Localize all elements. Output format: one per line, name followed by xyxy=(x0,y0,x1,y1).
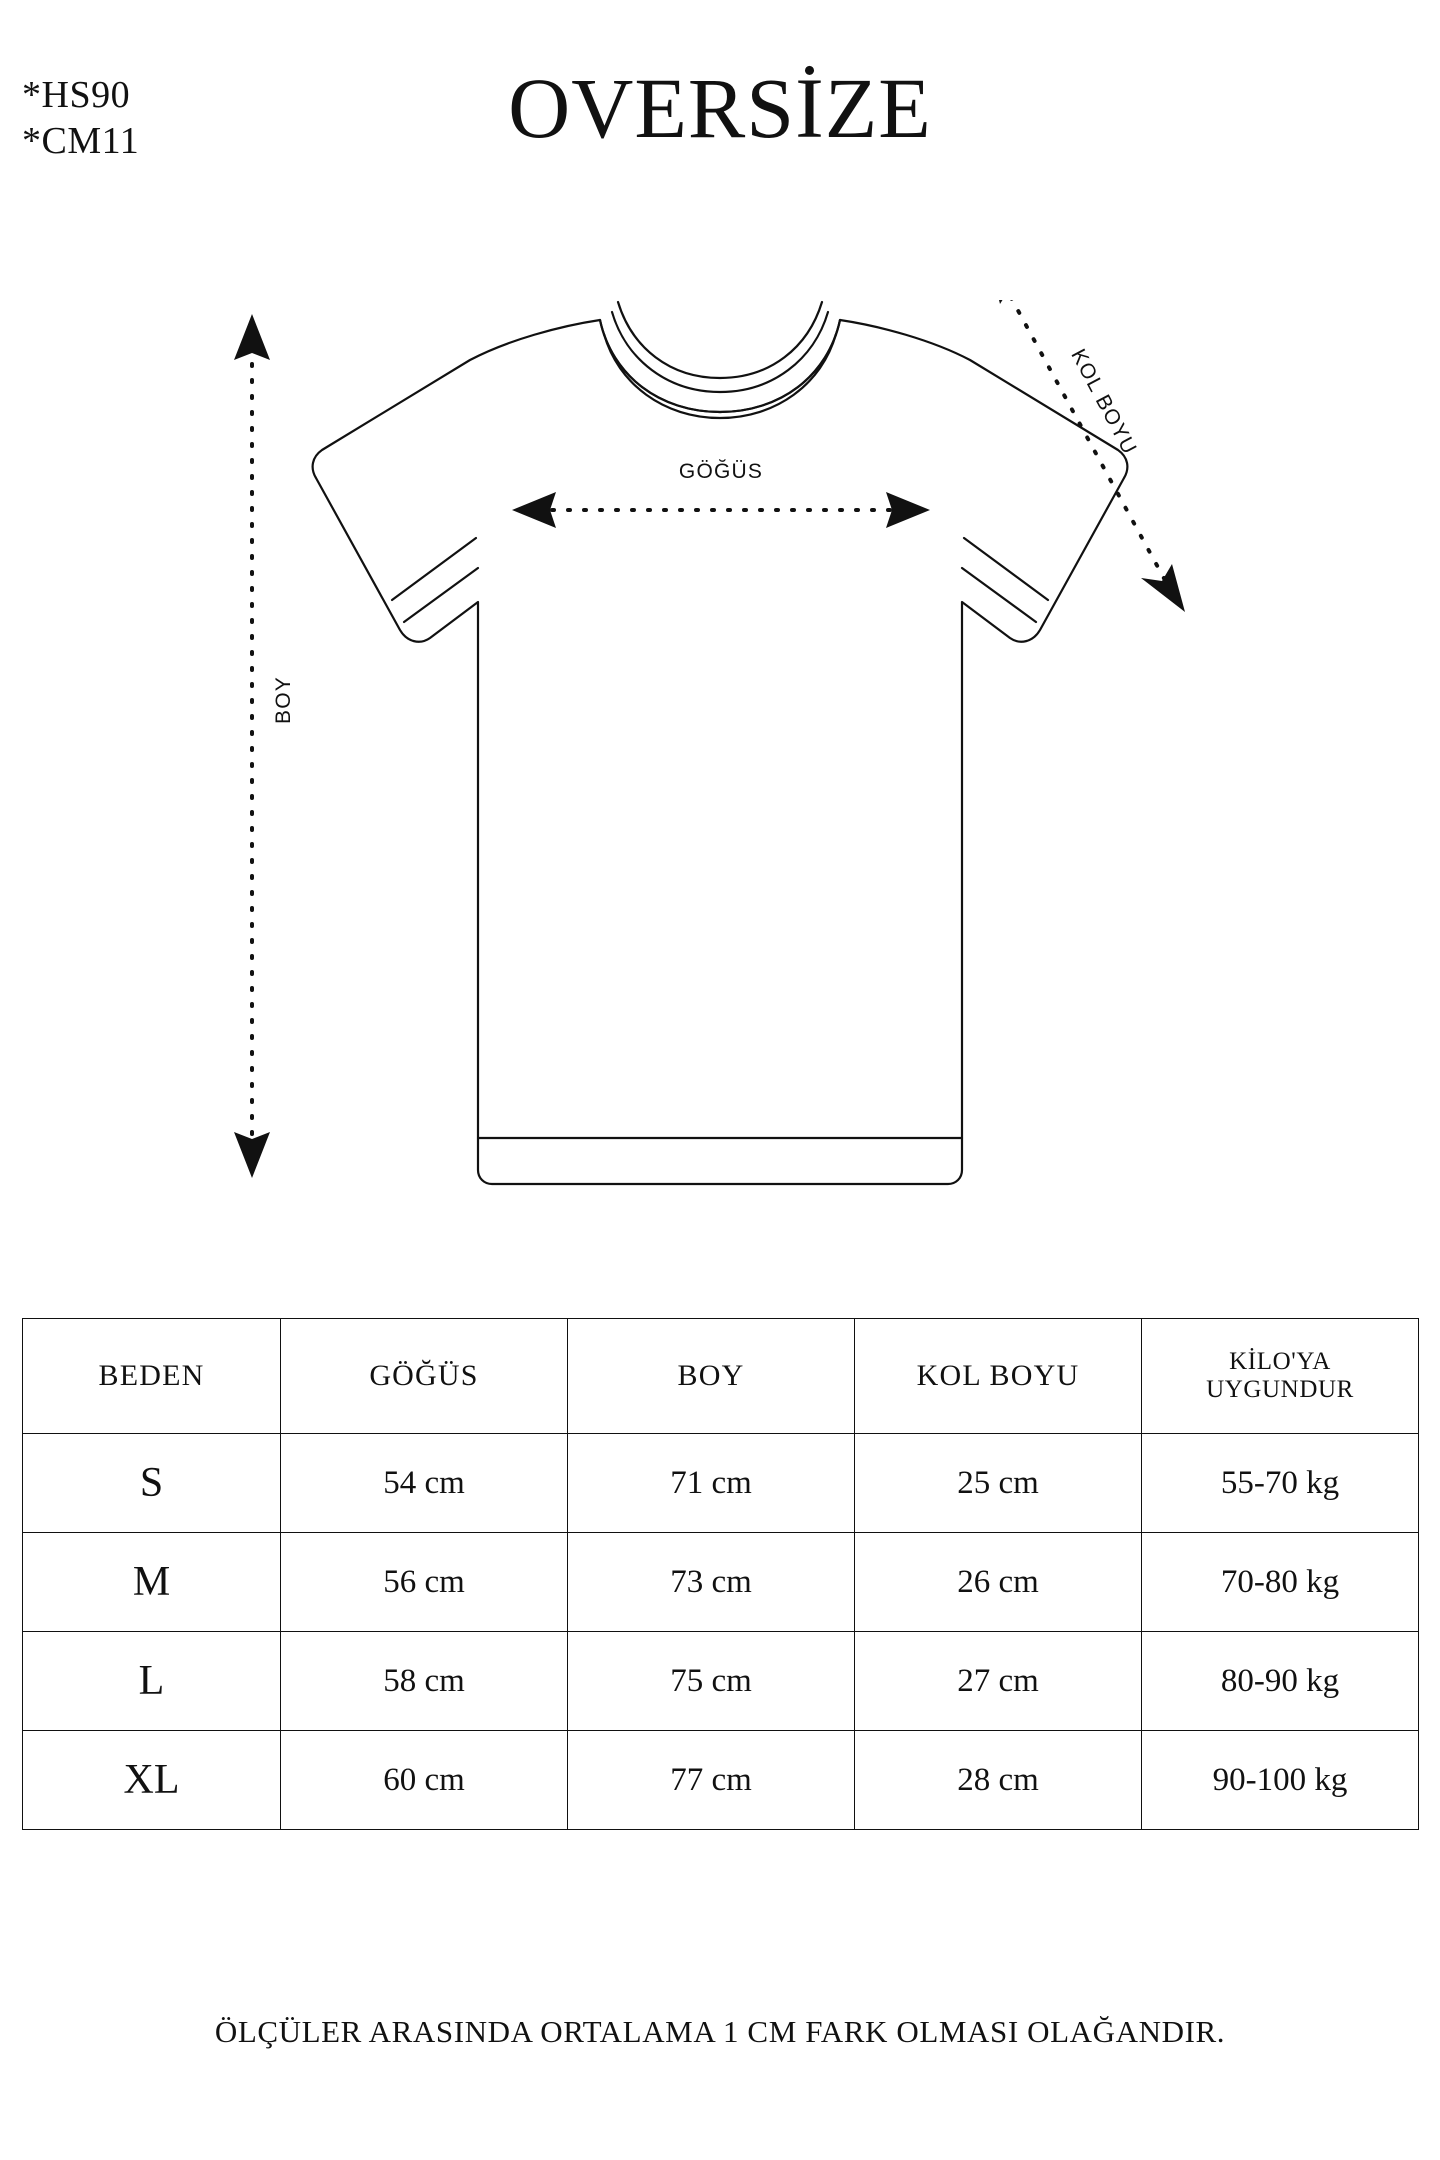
cell-beden: XL xyxy=(23,1731,281,1830)
table-row xyxy=(23,1632,1419,1731)
cell-kilo: 90-100 kg xyxy=(1142,1731,1419,1830)
page-title: OVERSİZE xyxy=(508,60,932,156)
length-label: BOY xyxy=(272,676,295,724)
cell-gogus: 58 cm xyxy=(281,1632,568,1731)
table-header-row xyxy=(23,1319,1419,1434)
column-header-kol-boyu: KOL BOYU xyxy=(855,1319,1142,1434)
size-table xyxy=(22,1318,1419,1830)
sleeve-label: KOL BOYU xyxy=(1066,345,1142,459)
column-header-beden: BEDEN xyxy=(23,1319,281,1434)
cell-kol-boyu: 28 cm xyxy=(855,1731,1142,1830)
product-code-line-2: *CM11 xyxy=(22,120,140,163)
cell-gogus: 56 cm xyxy=(281,1533,568,1632)
cell-boy: 77 cm xyxy=(568,1731,855,1830)
column-header-kilo-line-1: KİLO'YA xyxy=(1229,1348,1331,1375)
size-table-container xyxy=(22,1318,1418,1830)
column-header-boy: BOY xyxy=(568,1319,855,1434)
column-header-gogus: GÖĞÜS xyxy=(281,1319,568,1434)
tshirt-diagram xyxy=(0,300,1440,1270)
cell-gogus: 54 cm xyxy=(281,1434,568,1533)
column-header-kilo-line-2: UYGUNDUR xyxy=(1206,1376,1354,1403)
cell-beden: M xyxy=(23,1533,281,1632)
cell-beden: S xyxy=(23,1434,281,1533)
length-measure-arrow xyxy=(234,314,270,1178)
cell-kilo: 55-70 kg xyxy=(1142,1434,1419,1533)
cell-kilo: 70-80 kg xyxy=(1142,1533,1419,1632)
cell-kol-boyu: 27 cm xyxy=(855,1632,1142,1731)
cell-beden: L xyxy=(23,1632,281,1731)
cell-kilo: 80-90 kg xyxy=(1142,1632,1419,1731)
table-row xyxy=(23,1731,1419,1830)
footnote: ÖLÇÜLER ARASINDA ORTALAMA 1 CM FARK OLMASI OLAĞANDIR. xyxy=(214,2014,1226,2049)
table-row xyxy=(23,1434,1419,1533)
cell-gogus: 60 cm xyxy=(281,1731,568,1830)
cell-boy: 71 cm xyxy=(568,1434,855,1533)
cell-kol-boyu: 25 cm xyxy=(855,1434,1142,1533)
cell-boy: 75 cm xyxy=(568,1632,855,1731)
chest-label: GÖĞÜS xyxy=(678,460,764,483)
product-code-line-1: *HS90 xyxy=(22,74,131,116)
table-row xyxy=(23,1533,1419,1632)
cell-boy: 73 cm xyxy=(568,1533,855,1632)
cell-kol-boyu: 26 cm xyxy=(855,1533,1142,1632)
chest-measure-arrow xyxy=(512,492,930,528)
column-header-kilo xyxy=(1142,1319,1419,1434)
